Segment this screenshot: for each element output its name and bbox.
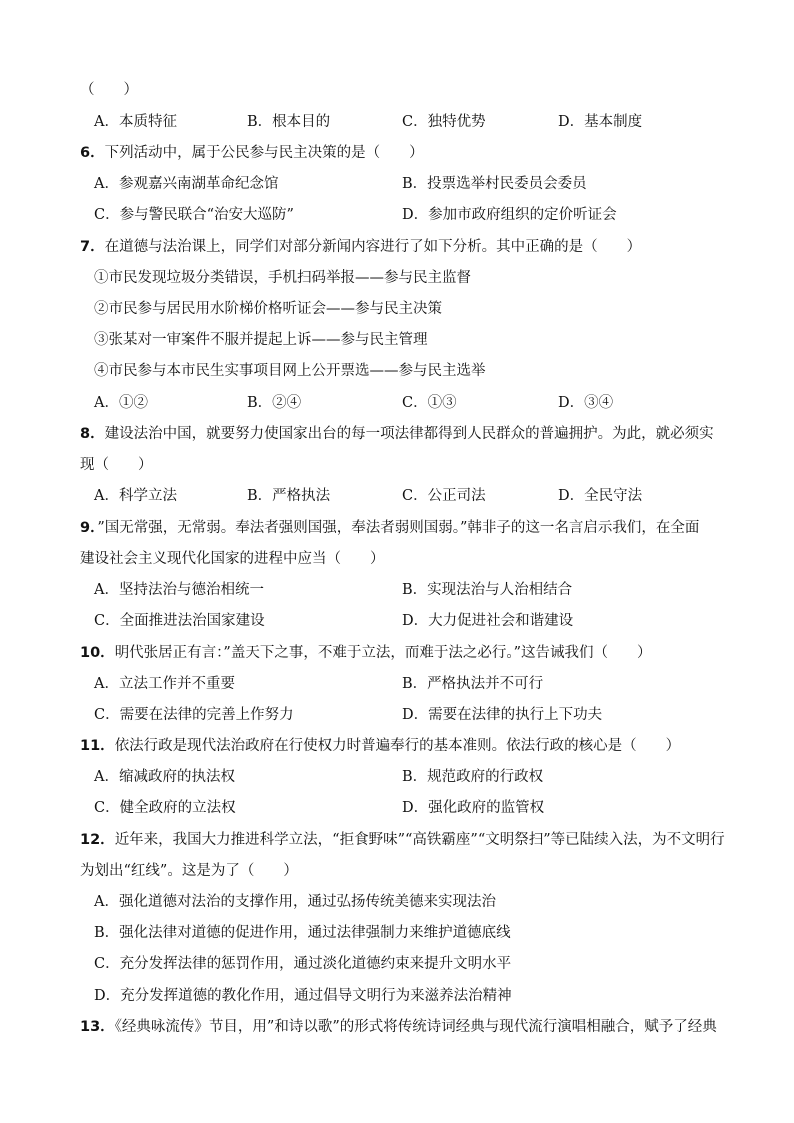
q8-option-a[interactable]: A．科学立法 (94, 488, 177, 504)
q7-item-1: ①市民发现垃圾分类错误，手机扫码举报——参与民主监督 (94, 270, 471, 286)
q12-option-a[interactable]: A．强化道德对法治的支撑作用，通过弘扬传统美德来实现法治 (94, 894, 496, 910)
question-number: 6． (80, 145, 105, 161)
q8-option-d[interactable]: D．全民守法 (558, 488, 643, 504)
q7-item-4: ④市民参与本市民生实事项目网上公开票选——参与民主选举 (94, 363, 486, 379)
question-9-stem-cont: 建设社会主义现代化国家的进程中应当（ ） (80, 551, 385, 567)
q10-option-b[interactable]: B．严格执法并不可行 (402, 676, 544, 692)
q11-options-row-1 (0, 767, 794, 787)
q6-option-a[interactable]: A．参观嘉兴南湖革命纪念馆 (94, 176, 279, 192)
q9-option-d[interactable]: D．大力促进社会和谐建设 (402, 613, 574, 629)
question-6 (80, 143, 424, 163)
q5-option-c[interactable]: C．独特优势 (402, 114, 486, 130)
question-stem: 明代张居正有言：”盖天下之事，不难于立法，而难于法之必行。”这告诫我们（ ） (114, 645, 652, 661)
q6-options-row-2 (0, 205, 794, 225)
q9-option-c[interactable]: C．全面推进法治国家建设 (94, 613, 265, 629)
question-13 (80, 1017, 717, 1037)
q10-option-d[interactable]: D．需要在法律的执行上下功夫 (402, 707, 603, 723)
q12-option-c[interactable]: C．充分发挥法律的惩罚作用，通过淡化道德约束来提升文明水平 (94, 956, 512, 972)
q8-options-row (0, 486, 794, 506)
q6-option-b[interactable]: B．投票选举村民委员会委员 (402, 176, 587, 192)
q7-item-3: ③张某对一审案件不服并提起上诉——参与民主管理 (94, 332, 428, 348)
q5-options-row (0, 112, 794, 132)
question-number: 10． (80, 645, 115, 661)
q7-options-row (0, 393, 794, 413)
question-number: 7． (80, 239, 105, 255)
q11-option-a[interactable]: A．缩减政府的执法权 (94, 769, 235, 785)
question-number: 12． (80, 832, 115, 848)
q7-item-2: ②市民参与居民用水阶梯价格听证会——参与民主决策 (94, 301, 442, 317)
q5-answer-bracket: （ ） (80, 82, 138, 98)
q6-option-c[interactable]: C．参与警民联合“治安大巡防” (94, 207, 294, 223)
question-number: 8． (80, 426, 105, 442)
question-stem: 在道德与法治课上，同学们对部分新闻内容进行了如下分析。其中正确的是（ ） (104, 239, 642, 255)
q9-options-row-1 (0, 580, 794, 600)
q9-option-b[interactable]: B．实现法治与人治相结合 (402, 582, 573, 598)
question-stem: ”国无常强，无常弱。奉法者强则国强，奉法者弱则国弱。”韩非子的这一名言启示我们，在全面 (97, 520, 700, 536)
q10-option-c[interactable]: C．需要在法律的完善上作努力 (94, 707, 294, 723)
question-12-stem-cont: 为划出“红线”。这是为了（ ） (80, 863, 298, 879)
q10-options-row-2 (0, 705, 794, 725)
q7-option-c[interactable]: C．①③ (402, 395, 457, 411)
q8-option-c[interactable]: C．公正司法 (402, 488, 486, 504)
question-8 (80, 424, 714, 444)
q8-option-b[interactable]: B．严格执法 (247, 488, 331, 504)
question-11 (80, 736, 680, 756)
question-stem: 建设法治中国，就要努力使国家出台的每一项法律都得到人民群众的普遍拥护。为此，就必须实 (104, 426, 714, 442)
q7-option-d[interactable]: D．③④ (558, 395, 614, 411)
q10-option-a[interactable]: A．立法工作并不重要 (94, 676, 235, 692)
q10-options-row-1 (0, 674, 794, 694)
question-number: 13． (80, 1019, 115, 1035)
question-9 (80, 518, 699, 538)
question-7 (80, 237, 641, 257)
q11-option-b[interactable]: B．规范政府的行政权 (402, 769, 544, 785)
q7-option-b[interactable]: B．②④ (247, 395, 302, 411)
q5-option-a[interactable]: A．本质特征 (94, 114, 177, 130)
question-number: 9． (80, 520, 98, 536)
q9-option-a[interactable]: A．坚持法治与德治相统一 (94, 582, 264, 598)
q6-options-row-1 (0, 174, 794, 194)
q11-option-c[interactable]: C．健全政府的立法权 (94, 800, 236, 816)
question-stem: 近年来，我国大力推进科学立法，“拒食野味”“高铁霸座”“文明祭扫”等已陆续入法，为不文明行 (114, 832, 725, 848)
question-stem: 下列活动中，属于公民参与民主决策的是（ ） (104, 145, 424, 161)
question-10 (80, 643, 652, 663)
q12-option-d[interactable]: D．充分发挥道德的教化作用，通过倡导文明行为来滋养法治精神 (94, 988, 512, 1004)
q11-option-d[interactable]: D．强化政府的监管权 (402, 800, 545, 816)
q12-option-b[interactable]: B．强化法律对道德的促进作用，通过法律强制力来维护道德底线 (94, 925, 511, 941)
question-number: 11． (80, 738, 115, 754)
question-8-stem-cont: 现（ ） (80, 457, 153, 473)
q5-option-d[interactable]: D．基本制度 (558, 114, 643, 130)
q5-option-b[interactable]: B．根本目的 (247, 114, 331, 130)
question-12 (80, 830, 725, 850)
q9-options-row-2 (0, 611, 794, 631)
q11-options-row-2 (0, 798, 794, 818)
q7-option-a[interactable]: A．①② (94, 395, 148, 411)
question-stem: 依法行政是现代法治政府在行使权力时普遍奉行的基本准则。依法行政的核心是（ ） (114, 738, 681, 754)
question-stem: 《经典咏流传》节目，用”和诗以歌”的形式将传统诗词经典与现代流行演唱相融合，赋予了经典 (114, 1019, 717, 1035)
q6-option-d[interactable]: D．参加市政府组织的定价听证会 (402, 207, 617, 223)
